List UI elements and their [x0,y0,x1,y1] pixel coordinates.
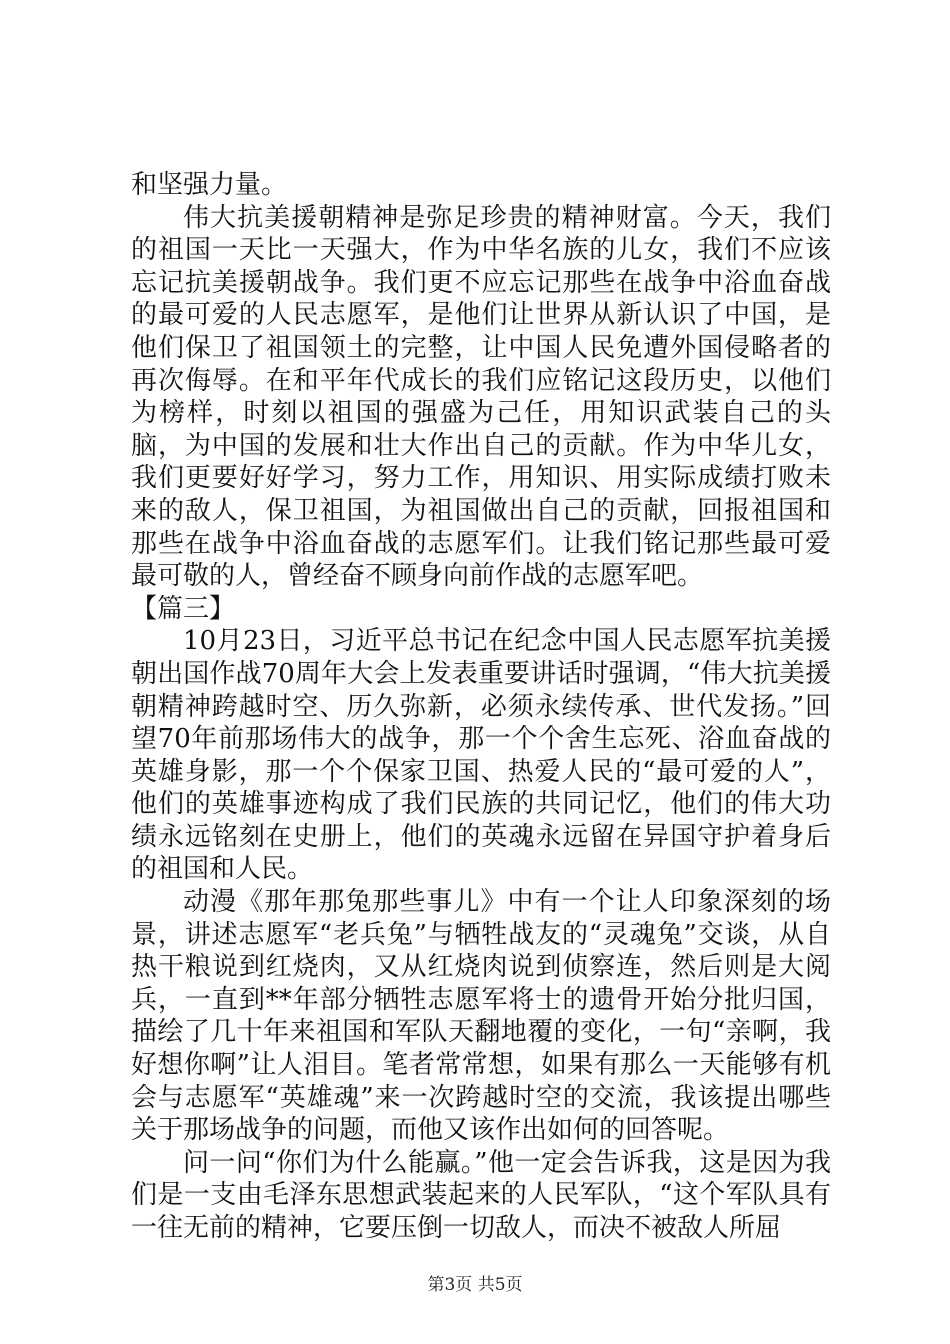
document-body [131,169,831,1245]
page-footer: 第3页 共5页 [427,1275,523,1295]
paragraph-continuation: 和坚强力量。 [131,170,288,200]
paragraph-speech: 10月23日，习近平总书记在纪念中国人民志愿军抗美援朝出国作战70周年大会上发表重要讲话时强调，“伟大抗美援朝精神跨越时空、历久弥新，必须永续传承、世代发扬。”回望70年前那场伟大的战争，那一个个舍生忘死、浴血奋战的英雄身影，那一个个保家卫国、热爱人民的“最可爱的人”，他们的英雄事迹构成了我们民族的共同记忆，他们的伟大功绩永远铭刻在史册上，他们的英魂永远留在异国守护着身后的祖国和人民。 [131,626,831,885]
paragraph-spirit: 伟大抗美援朝精神是弥足珍贵的精神财富。今天，我们的祖国一天比一天强大，作为中华名族的儿女，我们不应该忘记抗美援朝战争。我们更不应忘记那些在战争中浴血奋战的最可爱的人民志愿军，是他们让世界从新认识了中国，是他们保卫了祖国领土的完整，让中国人民免遭外国侵略者的再次侮辱。在和平年代成长的我们应铭记这段历史，以他们为榜样，时刻以祖国的强盛为己任，用知识武装自己的头脑，为中国的发展和壮大作出自己的贡献。作为中华儿女，我们更要好好学习，努力工作，用知识、用实际成绩打败未来的敌人，保卫祖国，为祖国做出自己的贡献，回报祖国和那些在战争中浴血奋战的志愿军们。让我们铭记那些最可爱最可敬的人，曾经奋不顾身向前作战的志愿军吧。 [131,202,831,592]
paragraph-animation: 动漫《那年那兔那些事儿》中有一个让人印象深刻的场景，讲述志愿军“老兵兔”与牺牲战友的“灵魂兔”交谈，从自热干粮说到红烧肉，又从红烧肉说到侦察连，然后则是大阅兵，一直到**年部分牺牲志愿军将士的遗骨开始分批归国，描绘了几十年来祖国和军队天翻地覆的变化，一句“亲啊，我好想你啊”让人泪目。笔者常常想，如果有那么一天能够有机会与志愿军“英雄魂”来一次跨越时空的交流，我该提出哪些关于那场战争的问题，而他又该作出如何的回答呢。 [131,887,831,1146]
section-heading: 【篇三】 [131,593,236,624]
paragraph-question: 问一问“你们为什么能赢。”他一定会告诉我，这是因为我们是一支由毛泽东思想武装起来的人民军队，“这个军队具有一往无前的精神，它要压倒一切敌人，而决不被敌人所屈 [131,1147,831,1243]
